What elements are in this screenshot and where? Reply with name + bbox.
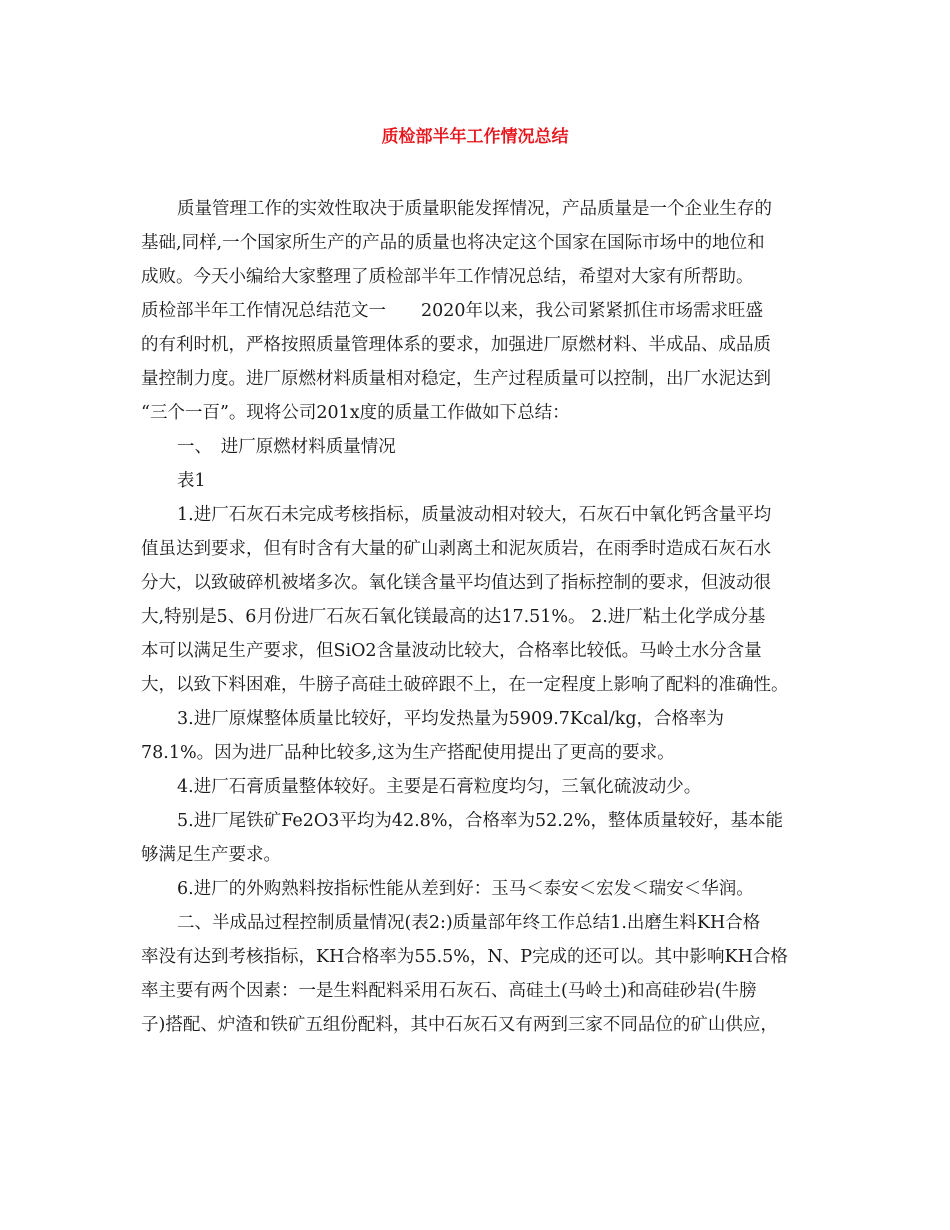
body-line: 本可以满足生产要求，但SiO2含量波动比较大，合格率比较低。马岭土水分含量: [141, 641, 762, 661]
body-line: 的有利时机，严格按照质量管理体系的要求，加强进厂原燃材料、半成品、成品质: [141, 335, 771, 355]
body-line: 基础,同样,一个国家所生产的产品的质量也将决定这个国家在国际市场中的地位和: [141, 233, 765, 253]
body-line: 质量管理工作的实效性取决于质量职能发挥情况，产品质量是一个企业生存的: [177, 199, 772, 219]
body-line: 量控制力度。进厂原燃材料质量相对稳定，生产过程质量可以控制，出厂水泥达到: [141, 369, 771, 389]
body-line: 4.进厂石膏质量整体较好。主要是石膏粒度均匀，三氧化硫波动少。: [177, 777, 702, 797]
body-line: 率没有达到考核指标，KH合格率为55.5%，N、P完成的还可以。其中影响KH合格: [141, 947, 788, 967]
body-line: 子)搭配、炉渣和铁矿五组份配料，其中石灰石又有两到三家不同品位的矿山供应，: [141, 1015, 778, 1035]
body-line: 大，以致下料困难，牛膀子高硅土破碎跟不上，在一定程度上影响了配料的准确性。: [141, 675, 789, 695]
body-line: 够满足生产要求。: [141, 845, 281, 865]
body-line: 成败。今天小编给大家整理了质检部半年工作情况总结，希望对大家有所帮助。: [141, 267, 754, 287]
body-line: 5.进厂尾铁矿Fe2O3平均为42.8%，合格率为52.2%，整体质量较好，基本能: [177, 811, 784, 831]
section-heading: 二、半成品过程控制质量情况(表2:)质量部年终工作总结1.出磨生料KH合格: [177, 913, 761, 933]
body-line: 大,特别是5、6月份进厂石灰石氧化镁最高的达17.51%。 2.进厂粘土化学成分基: [141, 607, 766, 627]
body-line: 分大，以致破碎机被堵多次。氧化镁含量平均值达到了指标控制的要求，但波动很: [141, 573, 771, 593]
body-line: 3.进厂原煤整体质量比较好，平均发热量为5909.7Kcal/kg，合格率为: [177, 709, 725, 729]
body-line: 值虽达到要求，但有时含有大量的矿山剥离土和泥灰质岩，在雨季时造成石灰石水: [141, 539, 771, 559]
body-line: 1.进厂石灰石未完成考核指标，质量波动相对较大，石灰石中氧化钙含量平均: [177, 505, 772, 525]
document-title: 质检部半年工作情况总结: [381, 127, 569, 147]
section-heading: 一、 进厂原燃材料质量情况: [177, 437, 396, 457]
table-caption: 表1: [177, 471, 206, 491]
body-line: “三个一百”。现将公司201x度的质量工作做如下总结：: [141, 403, 570, 423]
body-line: 78.1%。因为进厂品种比较多,这为生产搭配使用提出了更高的要求。: [141, 743, 675, 763]
body-line: 率主要有两个因素：一是生料配料采用石灰石、高硅土(马岭土)和高硅砂岩(牛膀: [141, 981, 757, 1001]
body-line: 质检部半年工作情况总结范文一 2020年以来，我公司紧紧抓住市场需求旺盛: [141, 301, 764, 321]
body-line: 6.进厂的外购熟料按指标性能从差到好：玉马＜泰安＜宏发＜瑞安＜华润。: [177, 879, 754, 899]
